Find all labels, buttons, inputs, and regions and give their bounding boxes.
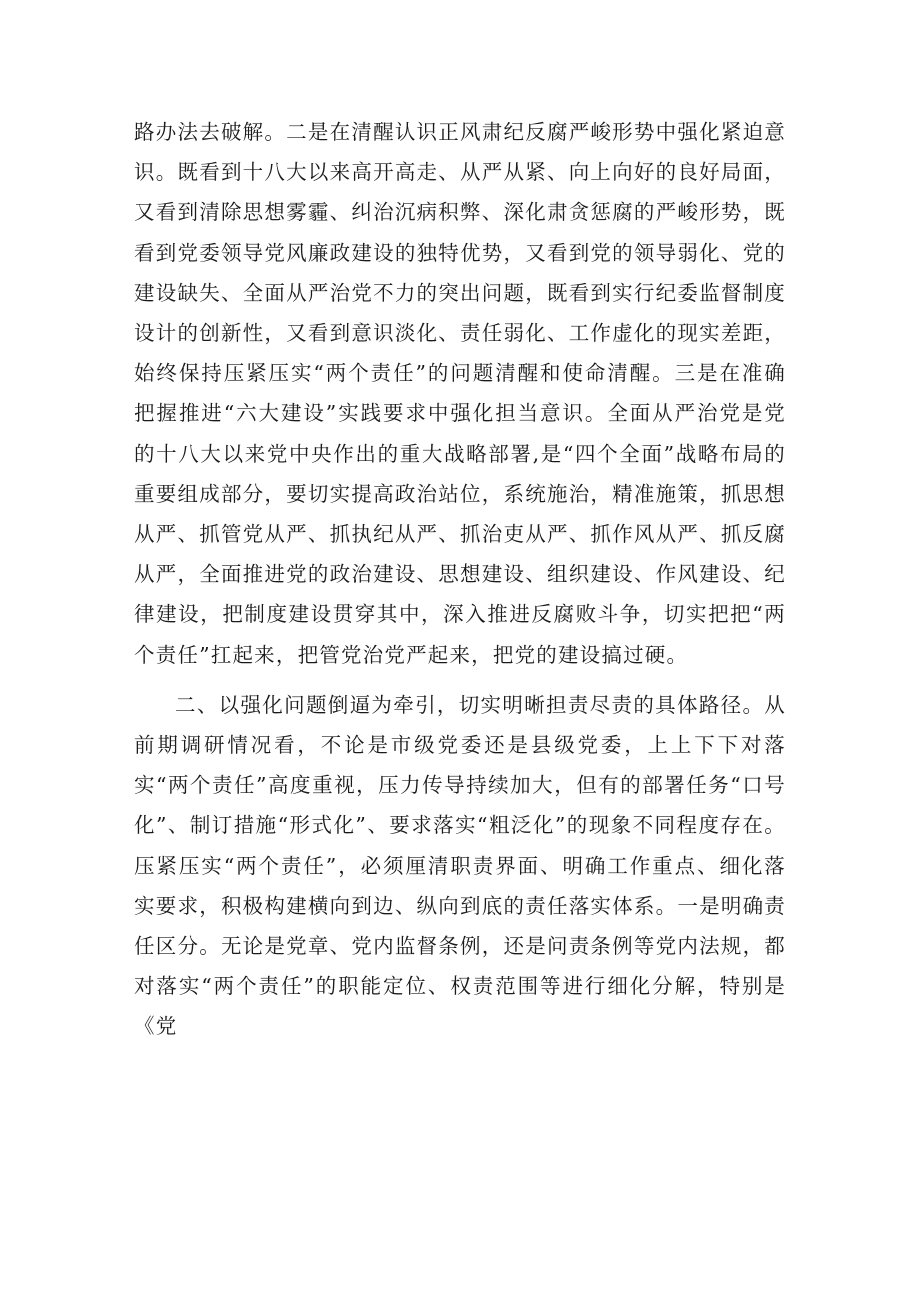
document-body	[134, 112, 786, 1047]
paragraph-1: 路办法去破解。二是在清醒认识正风肃纪反腐严峻形势中强化紧迫意识。既看到十八大以来高开高走、从严从紧、向上向好的良好局面，又看到清除思想雾霾、纠治沉病积弊、深化肃贪惩腐的严峻形势，既看到党委领导党风廉政建设的独特优势，又看到党的领导弱化、党的建设缺失、全面从严治党不力的突出问题，既看到实行纪委监督制度设计的创新性，又看到意识淡化、责任弱化、工作虚化的现实差距，始终保持压紧压实“两个责任”的问题清醒和使命清醒。三是在准确把握推进“六大建设”实践要求中强化担当意识。全面从严治党是党的十八大以来党中央作出的重大战略部署,是“四个全面”战略布局的重要组成部分，要切实提高政治站位，系统施治，精准施策，抓思想从严、抓管党从严、抓执纪从严、抓治吏从严、抓作风从严、抓反腐从严，全面推进党的政治建设、思想建设、组织建设、作风建设、纪律建设，把制度建设贯穿其中，深入推进反腐败斗争，切实把把“两个责任”扛起来，把管党治党严起来，把党的建设搞过硬。	[134, 120, 786, 667]
paragraph-2: 二、以强化问题倒逼为牵引，切实明晰担责尽责的具体路径。从前期调研情况看，不论是市级党委还是县级党委，上上下下对落实“两个责任”高度重视，压力传导持续加大，但有的部署任务“口号化”、制订措施“形式化”、要求落实“粗泛化”的现象不同程度存在。压紧压实“两个责任”，必须厘清职责界面、明确工作重点、细化落实要求，积极构建横向到边、纵向到底的责任落实体系。一是明确责任区分。无论是党章、党内监督条例，还是问责条例等党内法规，都对落实“两个责任”的职能定位、权责范围等进行细化分解，特别是《党	[134, 692, 786, 1039]
